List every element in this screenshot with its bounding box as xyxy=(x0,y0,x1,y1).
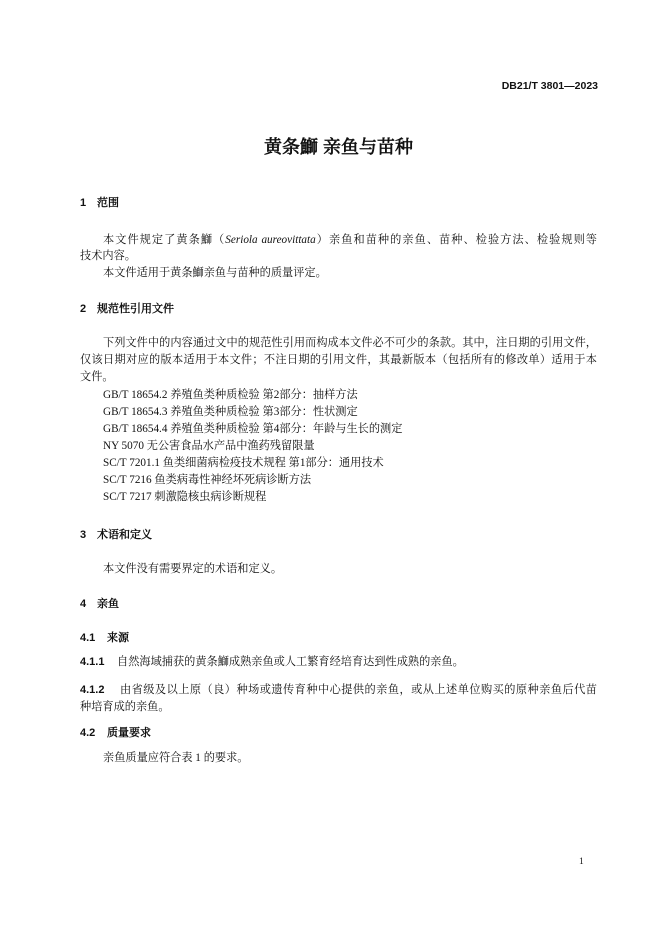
clause-text-continuation: 种培育成的亲鱼。 xyxy=(80,701,170,713)
section-heading-scope xyxy=(80,195,119,211)
reference-item: NY 5070 无公害食品水产品中渔药残留限量 xyxy=(103,440,315,452)
section-number: 2 xyxy=(80,303,87,315)
section-number: 3 xyxy=(80,529,87,541)
section-heading-broodstock xyxy=(80,596,119,612)
clause-number: 4.1.2 xyxy=(80,684,105,696)
clause-4-1-2 xyxy=(80,682,597,698)
subsection-title: 来源 xyxy=(107,632,129,644)
paragraph-line: 仅该日期对应的版本适用于本文件；不注日期的引用文件，其最新版本（包括所有的修改单）适用于本 xyxy=(80,354,597,366)
reference-item: SC/T 7216 鱼类病毒性神经坏死病诊断方法 xyxy=(103,474,312,486)
subsection-number: 4.2 xyxy=(80,727,96,739)
paragraph-line: 下列文件中的内容通过文中的规范性引用而构成本文件必不可少的条款。其中，注日期的引用文件， xyxy=(103,337,597,349)
text-segment: ）亲鱼和苗种的亲鱼、苗种、检验方法、检验规则等 xyxy=(315,234,597,246)
scientific-name: Seriola aureovittata xyxy=(225,234,316,246)
reference-item: SC/T 7201.1 鱼类细菌病检疫技术规程 第1部分：通用技术 xyxy=(103,457,384,469)
paragraph: 亲鱼质量应符合表 1 的要求。 xyxy=(103,752,249,764)
subsection-number: 4.1 xyxy=(80,632,96,644)
clause-4-1-1 xyxy=(80,654,464,670)
document-code-header: DB21/T 3801—2023 xyxy=(501,80,598,92)
clause-number: 4.1.1 xyxy=(80,656,105,668)
section-number: 1 xyxy=(80,197,87,209)
paragraph-line: 技术内容。 xyxy=(80,250,136,262)
paragraph-line: 文件。 xyxy=(80,371,114,383)
document-title: 黄条鰤 亲鱼与苗种 xyxy=(263,137,413,157)
section-title: 亲鱼 xyxy=(97,598,119,610)
section-title: 规范性引用文件 xyxy=(97,303,174,315)
section-heading-normative-references xyxy=(80,301,174,317)
section-heading-terms xyxy=(80,527,152,543)
subsection-heading-source xyxy=(80,630,129,646)
reference-item: GB/T 18654.2 养殖鱼类种质检验 第2部分：抽样方法 xyxy=(103,389,358,401)
text-segment: 本文件规定了黄条鰤（ xyxy=(103,234,226,246)
section-title: 范围 xyxy=(97,197,119,209)
reference-item: SC/T 7217 刺激隐核虫病诊断规程 xyxy=(103,491,267,503)
section-title: 术语和定义 xyxy=(97,529,152,541)
subsection-title: 质量要求 xyxy=(107,727,151,739)
reference-item: GB/T 18654.3 养殖鱼类种质检验 第3部分：性状测定 xyxy=(103,406,358,418)
paragraph: 本文件没有需要界定的术语和定义。 xyxy=(103,563,283,575)
reference-item: GB/T 18654.4 养殖鱼类种质检验 第4部分：年龄与生长的测定 xyxy=(103,423,403,435)
paragraph-line xyxy=(103,232,597,248)
clause-text: 自然海域捕获的黄条鰤成熟亲鱼或人工繁育经培育达到性成熟的亲鱼。 xyxy=(117,656,464,668)
paragraph: 本文件适用于黄条鰤亲鱼与苗种的质量评定。 xyxy=(103,267,327,279)
section-number: 4 xyxy=(80,598,87,610)
page-number: 1 xyxy=(579,857,584,867)
subsection-heading-quality xyxy=(80,725,151,741)
clause-text: 由省级及以上原（良）种场或遗传育种中心提供的亲鱼，或从上述单位购买的原种亲鱼后代苗 xyxy=(120,684,597,696)
